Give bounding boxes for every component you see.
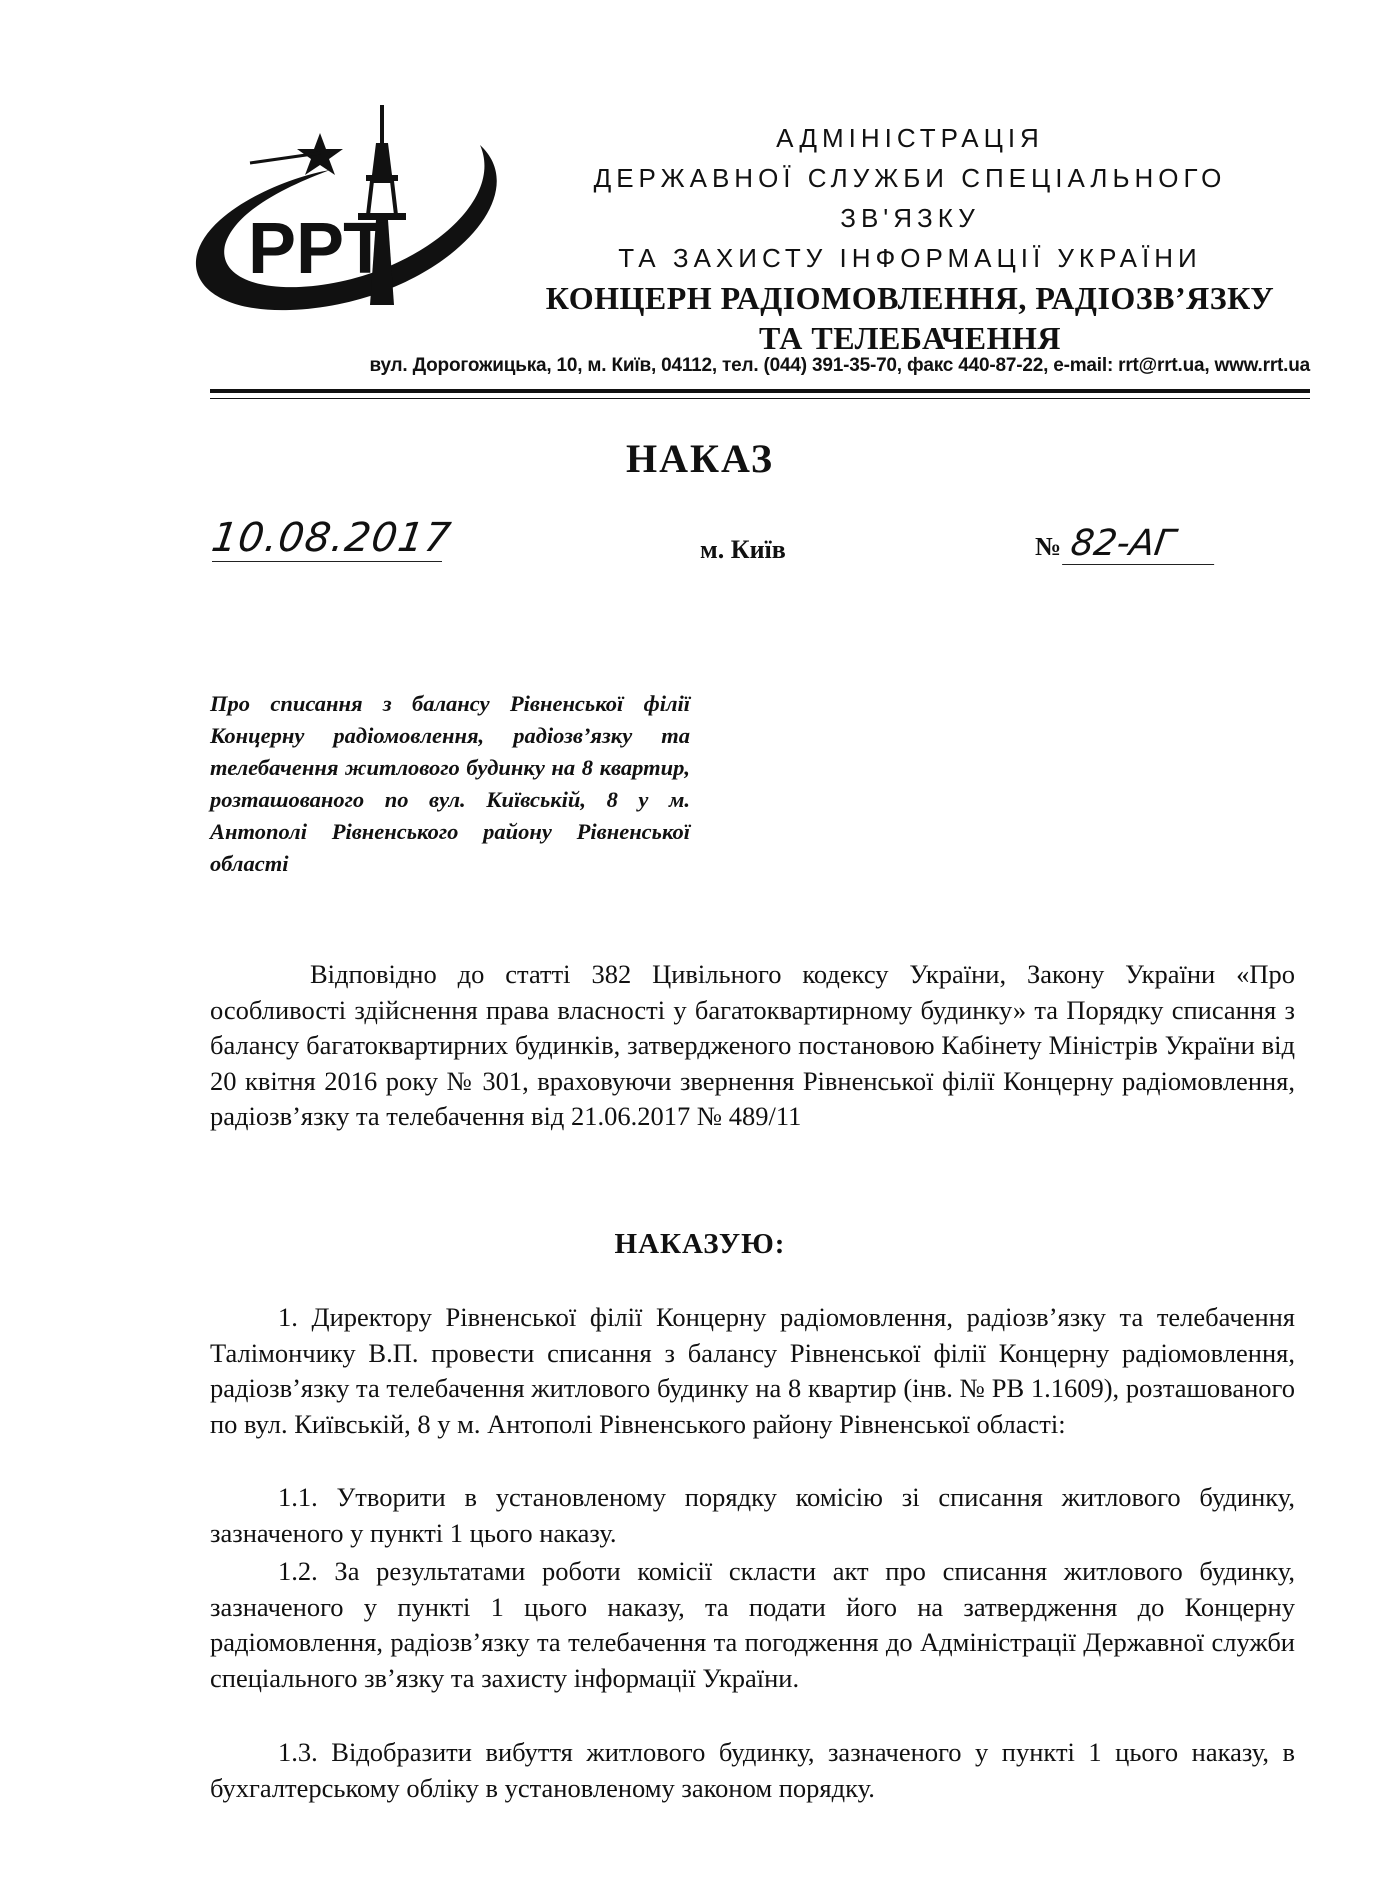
- contact-address: вул. Дорогожицька, 10, м. Київ, 04112, тел. (044) 391-35-70, факс 440-87-22, e-mail: rrt@rrt.ua, www.rrt.ua: [369, 355, 1310, 376]
- order-item-1-1: 1.1. Утворити в установленому порядку комісію зі списання житлового будинку, зазначеного у пункті 1 цього наказу.: [210, 1482, 1295, 1548]
- order-item-1-3: 1.3. Відобразити вибуття житлового будинку, зазначеного у пункті 1 цього наказу, в бухгалтерському обліку в установленому законом порядку.: [210, 1737, 1295, 1803]
- city: м. Київ: [700, 535, 786, 564]
- number-label: №: [1035, 532, 1062, 561]
- header-divider-thick: [210, 389, 1310, 393]
- order-number: [1035, 523, 1217, 565]
- date-underline: [212, 561, 442, 562]
- header-divider-thin: [210, 398, 1310, 399]
- rrt-logo: [180, 105, 500, 335]
- letterhead: [520, 118, 1300, 358]
- order-item-1: 1. Директору Рівненської філії Концерну радіомовлення, радіозв’язку та телебачення Талімончику В.П. провести списання з балансу Рівненської філії Концерну радіомовлення, радіозв’язку та телебачення житлового будинку на 8 квартир (інв. № РВ 1.1609), розташованого по вул. Київській, 8 у м. Антополі Рівненського району Рівненської області:: [210, 1302, 1295, 1439]
- order-item-1-2: 1.2. За результатами роботи комісії скласти акт про списання житлового будинку, зазначеного у пункті 1 цього наказу, та подати його на затвердження до Концерну радіомовлення, радіозв’язку та телебачення та погодження до Адміністрації Державної служби спеціального зв’язку та захисту інформації України.: [210, 1556, 1295, 1693]
- header-line-3: ТА ЗАХИСТУ ІНФОРМАЦІЇ УКРАЇНИ: [618, 243, 1202, 273]
- organization-name-2: ТА ТЕЛЕБАЧЕННЯ: [758, 320, 1061, 356]
- preamble: Відповідно до статті 382 Цивільного кодексу України, Закону України «Про особливості здійснення права власності у багатоквартирному будинку» та Порядку списання з балансу багатоквартирних будинків, затвердженого постановою Кабінету Міністрів України від 20 квітня 2016 року № 301, враховуючи звернення Рівненської філії Концерну радіомовлення, радіозв’язку та телебачення від 21.06.2017 № 489/11: [210, 959, 1295, 1131]
- number-value: 82-АГ: [1062, 523, 1220, 565]
- order-subject: Про списання з балансу Рівненської філії Концерну радіомовлення, радіозв’язку та телебачення житлового будинку на 8 квартир, розташованого по вул. Київській, 8 у м. Антополі Рівненського району Рівненської області: [210, 691, 690, 876]
- order-date: 10.08.2017: [208, 515, 455, 561]
- order-heading: НАКАЗУЮ:: [614, 1228, 786, 1260]
- logo-text: РРТ: [248, 209, 388, 289]
- organization-name-1: КОНЦЕРН РАДІОМОВЛЕННЯ, РАДІОЗВ’ЯЗКУ: [545, 280, 1275, 316]
- header-line-2: ДЕРЖАВНОЇ СЛУЖБИ СПЕЦІАЛЬНОГО ЗВ'ЯЗКУ: [593, 163, 1227, 233]
- header-line-1: АДМІНІСТРАЦІЯ: [776, 123, 1044, 153]
- document-title: НАКАЗ: [625, 436, 774, 481]
